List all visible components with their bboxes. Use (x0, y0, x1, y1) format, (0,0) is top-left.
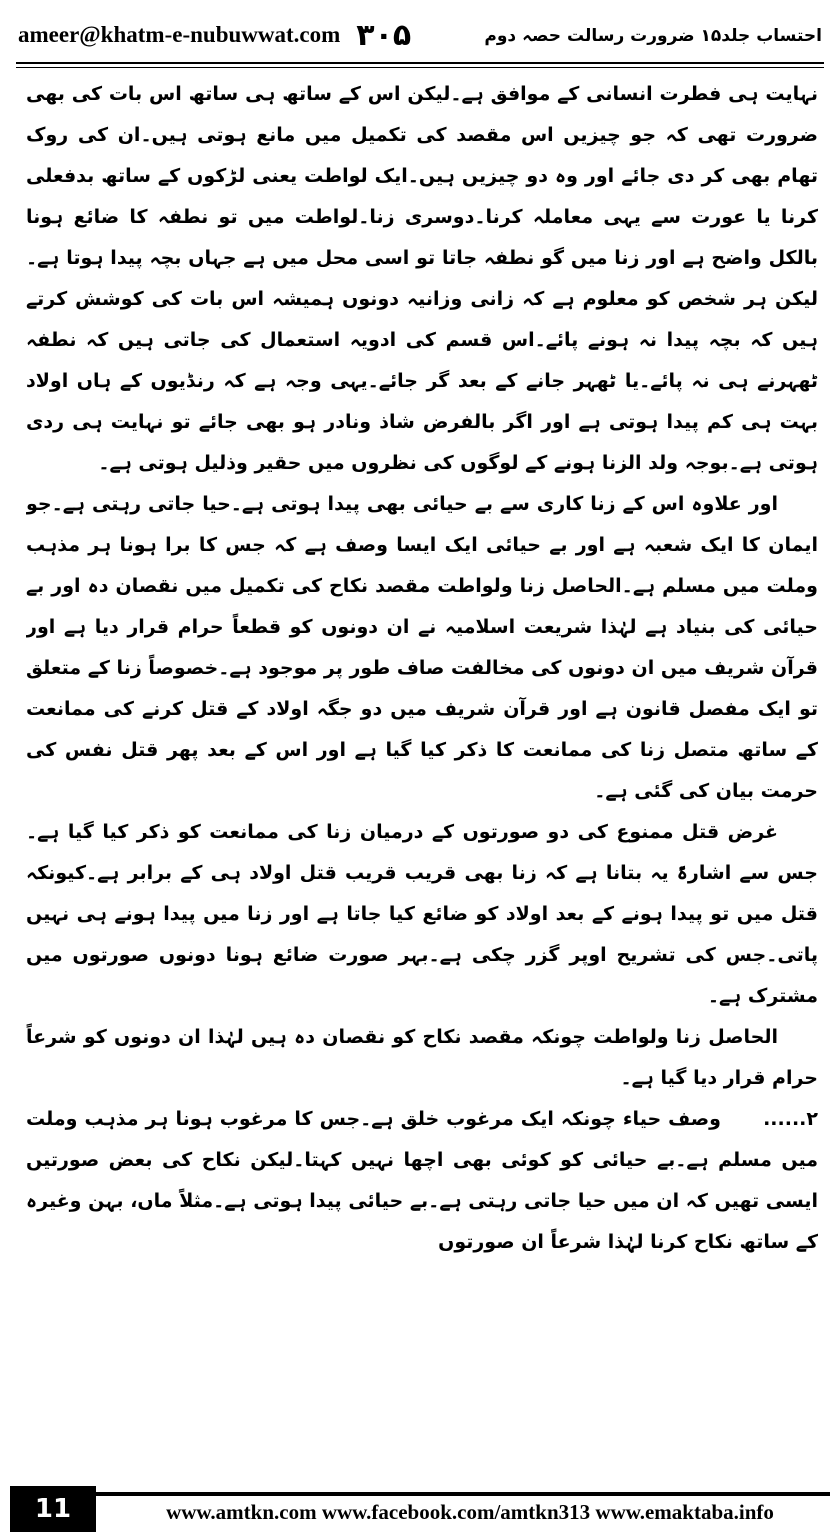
numbered-item (26, 1099, 818, 1263)
paragraph-3: غرض قتل ممنوع کی دو صورتوں کے درمیان زنا کی ممانعت کو ذکر کیا گیا ہے۔جس سے اشارۃً یہ بتانا ہے کہ زنا بھی قریب قریب قتل اولاد ہی کے برابر ہے۔کیونکہ قتل میں تو پیدا ہونے کے بعد اولاد کو ضائع کیا جاتا ہے اور زنا میں پیدا ہونے ہی نہیں پاتی۔جس کی تشریح اوپر گزر چکی ہے۔بہر صورت ضائع ہونا دونوں صورتوں میں مشترک ہے۔ (26, 821, 818, 1007)
item-number: ۲...... (763, 1108, 818, 1130)
page-header (18, 10, 822, 60)
header-email: ameer@khatm-e-nubuwwat.com (18, 22, 341, 47)
header-page-number: ۳۰۵ (356, 17, 412, 53)
footer-links: www.amtkn.com www.facebook.com/amtkn313 www.emaktaba.info (166, 1500, 774, 1524)
paragraph-4: الحاصل زنا ولواطت چونکہ مقصد نکاح کو نقصان دہ ہیں لہٰذا ان دونوں کو شرعاً حرام قرار دیا گیا ہے۔ (26, 1026, 818, 1089)
paragraph-1: نہایت ہی فطرت انسانی کے موافق ہے۔لیکن اس کے ساتھ ہی ساتھ اس بات کی بھی ضرورت تھی کہ جو چیزیں اس مقصد کی تکمیل میں مانع ہوتی ہیں۔ان کی روک تھام بھی کر دی جائے اور وہ دو چیزیں ہیں۔ایک لواطت یعنی لڑکوں کے ساتھ بدفعلی کرنا یا عورت سے یہی معاملہ کرنا۔دوسری زنا۔لواطت میں تو نطفہ کا ضائع ہونا بالکل واضح ہے اور زنا میں گو نطفہ جاتا تو اسی محل میں ہے جہاں بچہ پیدا ہوتا ہے۔لیکن ہر شخص کو معلوم ہے کہ زانی وزانیہ دونوں ہمیشہ اس بات کی کوشش کرتے ہیں کہ بچہ پیدا نہ ہونے پائے۔اس قسم کی ادویہ استعمال کی جاتی ہیں کہ نطفہ ٹھہرنے ہی نہ پائے۔یا ٹھہر جانے کے بعد گر جائے۔یہی وجہ ہے کہ رنڈیوں کے ہاں اولاد بہت ہی کم پیدا ہوتی ہے اور اگر بالفرض شاذ ونادر ہو بھی جائے تو نہایت ہی ردی ہوتی ہے۔بوجہ ولد الزنا ہونے کے لوگوں کی نظروں میں حقیر وذلیل ہوتی ہے۔ (26, 83, 818, 474)
header-rule (16, 62, 824, 68)
page-footer (10, 1486, 830, 1532)
header-book-title: احتساب جلد۱۵ ضرورت رسالت حصہ دوم (484, 25, 822, 46)
page-body (26, 74, 818, 1454)
footer-page-number: 11 (10, 1486, 96, 1532)
item-text: وصف حیاء چونکہ ایک مرغوب خلق ہے۔جس کا مرغوب ہونا ہر مذہب وملت میں مسلم ہے۔بے حیائی کو کوئی بھی اچھا نہیں کہتا۔لیکن نکاح کی بعض صورتیں ایسی تھیں کہ ان میں حیا جاتی رہتی ہے۔بے حیائی پیدا ہوتی ہے۔مثلاً ماں، بہن وغیرہ کے ساتھ نکاح کرنا لہٰذا شرعاً ان صورتوں (26, 1108, 818, 1253)
header-left (18, 18, 411, 53)
paragraph-2: اور علاوہ اس کے زنا کاری سے بے حیائی بھی پیدا ہوتی ہے۔حیا جاتی رہتی ہے۔جو ایمان کا ایک شعبہ ہے اور بے حیائی ایک ایسا وصف ہے کہ جس کا برا ہونا ہر مذہب وملت میں مسلم ہے۔الحاصل زنا ولواطت مقصد نکاح کی تکمیل میں نقصان دہ اور بے حیائی کی بنیاد ہے لہٰذا شریعت اسلامیہ نے ان دونوں کو قطعاً حرام قرار دیا ہے اور قرآن شریف میں ان دونوں کی مخالفت صاف طور پر موجود ہے۔خصوصاً زنا کے متعلق تو ایک مفصل قانون ہے اور قرآن شریف میں دو جگہ اولاد کے قتل کرنے کی ممانعت کے ساتھ متصل زنا کی ممانعت کا ذکر کیا گیا ہے اور اس کے بعد پھر قتل نفس کی حرمت بیان کی گئی ہے۔ (26, 493, 818, 802)
footer-rule (10, 1492, 830, 1496)
